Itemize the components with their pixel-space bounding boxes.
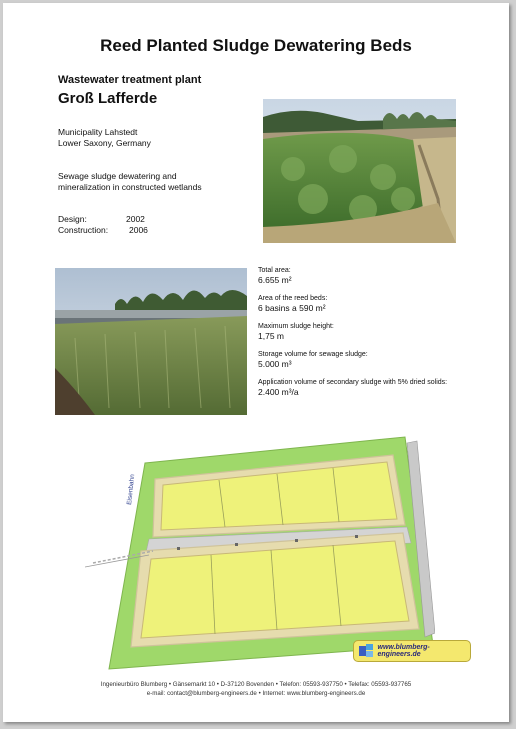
stat-label: Area of the reed beds:	[258, 295, 328, 302]
site-plan-drawing	[85, 433, 435, 671]
stat-reed-bed-area	[258, 294, 447, 314]
stat-value: 6.655 m²	[258, 275, 292, 285]
stat-storage-volume	[258, 350, 447, 370]
rail-label: Eisenbahn	[126, 473, 137, 506]
document-page	[3, 3, 509, 722]
stat-max-sludge-height	[258, 322, 447, 342]
stat-label: Application volume of secondary sludge with 5% dried solids:	[258, 379, 448, 386]
website-link[interactable]: www.blumberg-engineers.de	[377, 644, 430, 658]
plant-name: Groß Lafferde	[58, 90, 158, 107]
page-title: Reed Planted Sludge Dewatering Beds	[100, 36, 412, 55]
location-block	[58, 127, 151, 149]
footer	[3, 680, 509, 698]
stat-value: 5.000 m³	[258, 359, 292, 369]
stat-value: 2.400 m³/a	[258, 387, 299, 397]
plant-type: Wastewater treatment plant	[58, 74, 202, 86]
description-line-2: mineralization in constructed wetlands	[58, 182, 202, 192]
description-block	[58, 171, 202, 193]
stat-total-area	[258, 266, 447, 286]
stat-label: Maximum sludge height:	[258, 323, 334, 330]
construction-year: 2006	[129, 225, 148, 235]
design-year: 2002	[126, 214, 145, 224]
website-badge[interactable]	[353, 640, 471, 662]
stat-value: 6 basins a 590 m²	[258, 303, 326, 313]
footer-contact: e-mail: contact@blumberg-engineers.de • Internet: www.blumberg-engineers.de	[146, 690, 366, 697]
reed-bed-photo-top	[263, 99, 456, 243]
design-label: Design:	[58, 214, 87, 224]
stat-label: Total area:	[258, 267, 291, 274]
description-line-1: Sewage sludge dewatering and	[58, 171, 177, 181]
location-region: Lower Saxony, Germany	[58, 138, 151, 148]
stat-application-volume	[258, 378, 447, 398]
reed-bed-photo-bottom	[55, 268, 247, 415]
construction-row	[58, 225, 148, 236]
dates-block	[58, 214, 148, 236]
stat-label: Storage volume for sewage sludge:	[258, 351, 368, 358]
footer-address: Ingenieurbüro Blumberg • Gänsemarkt 10 • D-37120 Bovenden • Telefon: 05593-937750 • Telefax: 05593-937765	[100, 681, 412, 688]
location-municipality: Municipality Lahstedt	[58, 127, 138, 137]
company-logo-icon	[359, 644, 375, 658]
stats-list	[258, 266, 447, 406]
stat-value: 1,75 m	[258, 331, 284, 341]
design-row	[58, 214, 148, 225]
construction-label: Construction:	[58, 225, 109, 235]
